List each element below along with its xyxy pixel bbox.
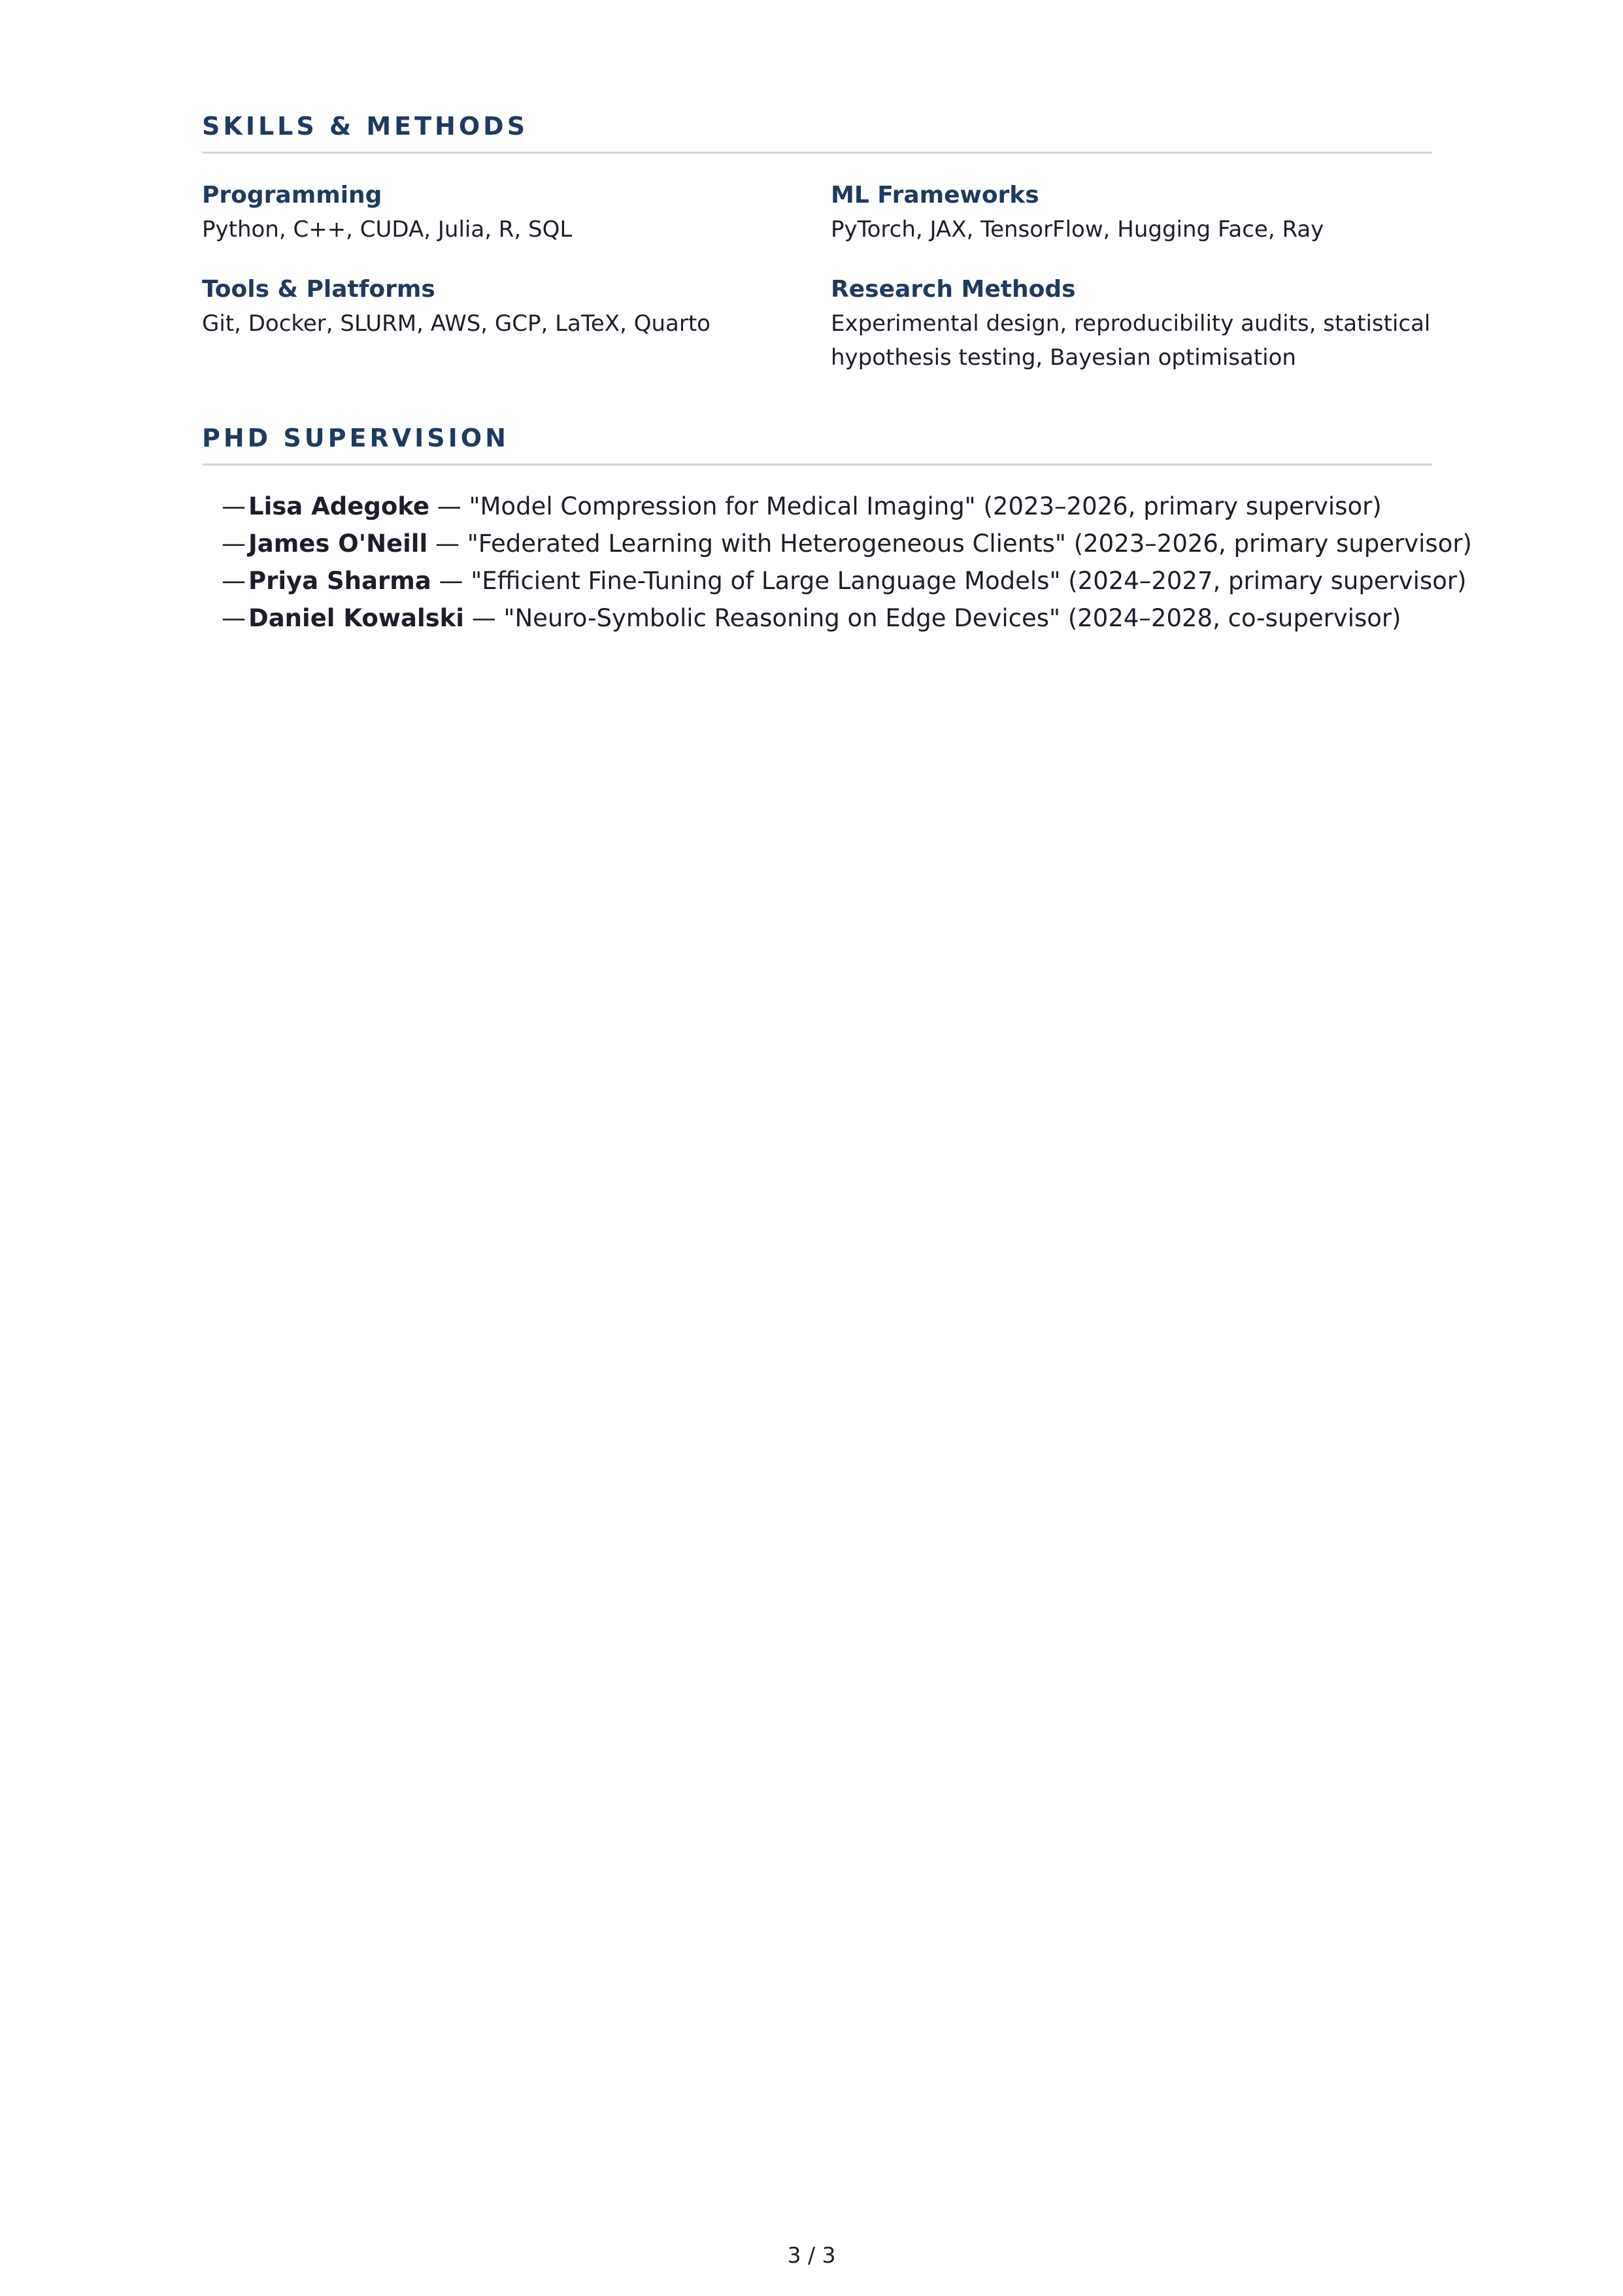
section-title-skills: SKILLS & METHODS	[202, 112, 529, 141]
list-dash: —	[222, 604, 246, 632]
page-number: 3 / 3	[787, 2242, 836, 2268]
supervision-item	[222, 599, 1432, 637]
list-dash: —	[222, 492, 246, 520]
student-name: Lisa Adegoke	[248, 492, 429, 520]
supervision-item	[222, 562, 1467, 599]
skills-section	[202, 110, 1432, 375]
skill-block-programming	[202, 178, 831, 246]
skill-name: Research Methods	[831, 276, 1076, 303]
supervision-list	[202, 488, 1472, 637]
skill-description: Git, Docker, SLURM, AWS, GCP, LaTeX, Quarto	[202, 311, 711, 337]
skill-name: ML Frameworks	[831, 182, 1039, 209]
supervision-item	[222, 525, 1472, 562]
list-dash: —	[222, 567, 246, 595]
skill-block-ml-frameworks	[831, 178, 1432, 246]
document-page	[202, 110, 1472, 637]
section-divider	[202, 464, 1432, 465]
skill-name: Programming	[202, 182, 382, 209]
student-name: Daniel Kowalski	[248, 604, 464, 632]
list-dash: —	[222, 530, 246, 558]
skills-grid	[202, 178, 1432, 375]
supervision-section	[202, 422, 1472, 637]
skill-description: PyTorch, JAX, TensorFlow, Hugging Face, Ray	[831, 216, 1324, 243]
student-name: Priya Sharma	[248, 567, 431, 595]
section-divider	[202, 152, 1432, 154]
skill-description: Python, C++, CUDA, Julia, R, SQL	[202, 216, 573, 243]
skill-description: Experimental design, reproducibility audits, statistical hypothesis testing, Bayesian optimisation	[831, 311, 1431, 371]
thesis-detail: — "Federated Learning with Heterogeneous Clients" (2023–2026, primary supervisor)	[427, 530, 1472, 558]
supervision-item	[222, 488, 1432, 525]
thesis-detail: — "Neuro-Symbolic Reasoning on Edge Devices" (2024–2028, co-supervisor)	[463, 604, 1401, 632]
skill-name: Tools & Platforms	[202, 276, 435, 303]
thesis-detail: — "Model Compression for Medical Imaging" (2023–2026, primary supervisor)	[429, 492, 1382, 520]
skill-block-tools-platforms	[202, 273, 831, 375]
section-title-supervision: PHD SUPERVISION	[202, 424, 509, 452]
skill-block-research-methods	[831, 273, 1432, 375]
thesis-detail: — "Efficient Fine-Tuning of Large Language Models" (2024–2027, primary supervisor)	[431, 567, 1467, 595]
student-name: James O'Neill	[248, 530, 428, 558]
